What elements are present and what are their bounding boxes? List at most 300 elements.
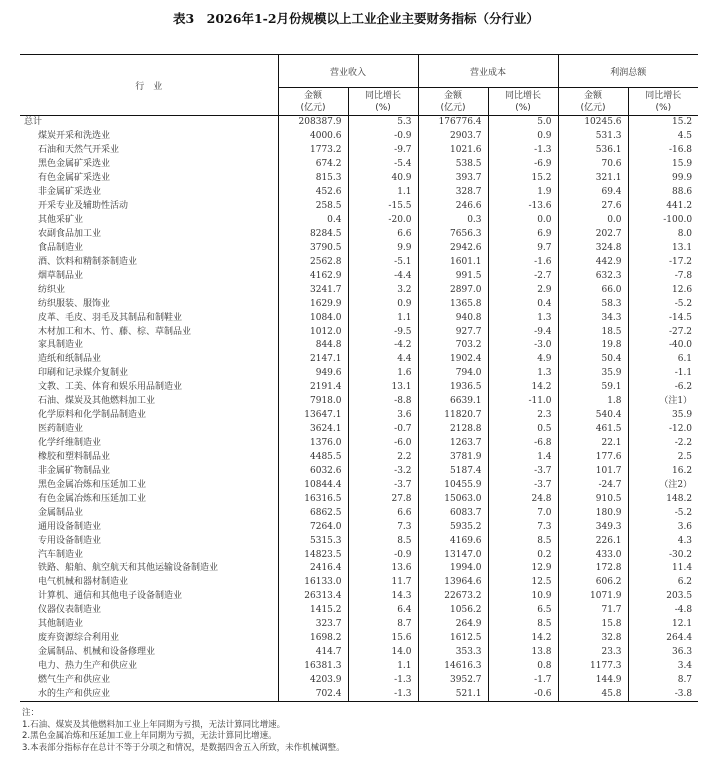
industry-name: 总计 [24,117,43,128]
financial-indicators-table [20,54,698,702]
cell-profit: 180.9 [558,506,628,520]
cell-cost-g: 15.2 [488,172,558,186]
cell-profit: 45.8 [558,687,628,701]
cell-rev-g: 8.5 [348,534,418,548]
cell-profit: 50.4 [558,353,628,367]
cell-cost: 1056.2 [418,604,488,618]
cell-cost-g: -0.6 [488,687,558,701]
cell-rev: 674.2 [278,158,348,172]
cell-rev-g: 2.2 [348,451,418,465]
cell-profit-g: 4.5 [628,130,698,144]
cell-rev-g: 1.1 [348,311,418,325]
cell-cost-g: -1.6 [488,255,558,269]
industry-name: 木材加工和木、竹、藤、棕、草制品业 [38,326,192,337]
cell-rev-g: 11.7 [348,576,418,590]
cell-cost-g: 6.5 [488,604,558,618]
cell-cost-g: 9.7 [488,241,558,255]
cell-rev-g: 1.6 [348,367,418,381]
cell-profit: 1071.9 [558,590,628,604]
cell-profit-g: 15.2 [628,116,698,130]
table-row [20,172,698,186]
footnote-3: 3.本表部分指标存在总计不等于分项之和情况，是数据四舍五入所致，未作机械调整。 [22,742,345,753]
table-row [20,590,698,604]
cell-profit: 23.3 [558,646,628,660]
cell-cost-g: -6.8 [488,437,558,451]
cell-rev-g: 14.3 [348,590,418,604]
cell-profit-g: 15.9 [628,158,698,172]
cell-cost-g: -2.7 [488,269,558,283]
cell-cost: 2897.0 [418,283,488,297]
cell-rev-g: 4.4 [348,353,418,367]
cell-cost: 264.9 [418,618,488,632]
cell-profit: 58.3 [558,297,628,311]
cell-rev: 3624.1 [278,423,348,437]
cell-profit: 172.8 [558,562,628,576]
cell-profit: 59.1 [558,381,628,395]
industry-name: 皮革、毛皮、羽毛及其制品和制鞋业 [38,312,183,323]
industry-name: 燃气生产和供应业 [38,674,111,685]
header-line: 同比增长 [365,90,402,101]
cell-profit-g: 36.3 [628,646,698,660]
cell-cost: 13964.6 [418,576,488,590]
cell-cost-g: 7.0 [488,506,558,520]
cell-rev: 1698.2 [278,632,348,646]
cell-profit-g: 3.4 [628,660,698,674]
cell-profit: 32.8 [558,632,628,646]
cell-rev-g: 1.1 [348,660,418,674]
cell-profit-g: 8.7 [628,674,698,688]
cell-cost-g: 8.5 [488,534,558,548]
cell-profit-g: 12.6 [628,283,698,297]
cell-profit-g: 203.5 [628,590,698,604]
cell-cost-g: 14.2 [488,381,558,395]
cell-profit-g: -5.2 [628,506,698,520]
cell-rev: 6862.5 [278,506,348,520]
cell-rev: 3241.7 [278,283,348,297]
cell-rev: 1773.2 [278,144,348,158]
cell-profit: 531.3 [558,130,628,144]
cell-rev: 26313.4 [278,590,348,604]
cell-cost-g: -11.0 [488,395,558,409]
cell-cost: 1365.8 [418,297,488,311]
cell-rev: 0.4 [278,214,348,228]
cell-cost: 2942.6 [418,241,488,255]
industry-name: 文教、工美、体育和娱乐用品制造业 [38,382,183,393]
cell-profit-g: 99.9 [628,172,698,186]
table-row [20,409,698,423]
cell-cost: 22673.2 [418,590,488,604]
cell-rev: 5315.3 [278,534,348,548]
profit-amount-header [558,88,628,116]
cell-rev-g: -1.3 [348,687,418,701]
cell-rev: 702.4 [278,687,348,701]
cell-rev-g: -20.0 [348,214,418,228]
cost-amount-header [418,88,488,116]
cell-profit: 71.7 [558,604,628,618]
table-row [20,255,698,269]
industry-name: 通用设备制造业 [38,521,102,532]
header-line: 金额 [303,90,322,101]
cell-profit-g: （注2） [628,478,698,492]
table-row [20,297,698,311]
cell-cost: 940.8 [418,311,488,325]
table-row [20,687,698,701]
industry-name: 非金属矿采选业 [38,187,102,198]
header-unit: (亿元) [580,102,606,113]
cell-profit: 69.4 [558,186,628,200]
cell-rev-g: 3.2 [348,283,418,297]
cell-rev-g: -0.7 [348,423,418,437]
cell-profit-g: -12.0 [628,423,698,437]
cell-cost-g: -3.0 [488,339,558,353]
industry-name: 石油和天然气开采业 [38,145,120,156]
cell-profit: 18.5 [558,325,628,339]
industry-name: 农副食品加工业 [38,228,102,239]
cell-profit-g: -1.1 [628,367,698,381]
cell-profit: 910.5 [558,492,628,506]
revenue-amount-header [278,88,348,116]
cell-profit-g: -27.2 [628,325,698,339]
header-line: 同比增长 [645,90,682,101]
cell-cost-g: 2.9 [488,283,558,297]
cell-profit-g: -40.0 [628,339,698,353]
cell-profit: 226.1 [558,534,628,548]
table-row [20,451,698,465]
cell-cost: 7656.3 [418,228,488,242]
table-title: 表3 2026年1-2月份规模以上工业企业主要财务指标（分行业） [172,11,540,26]
table-row [20,381,698,395]
cell-cost-g: -1.7 [488,674,558,688]
cell-cost: 1021.6 [418,144,488,158]
cost-growth-header [488,88,558,116]
cell-cost: 0.3 [418,214,488,228]
cell-cost-g: 7.3 [488,520,558,534]
cell-profit: 0.0 [558,214,628,228]
cell-cost: 11820.7 [418,409,488,423]
cell-cost-g: 24.8 [488,492,558,506]
cell-profit-g: -5.2 [628,297,698,311]
header-unit: (亿元) [440,102,466,113]
cell-profit-g: 3.6 [628,520,698,534]
cell-profit-g: 88.6 [628,186,698,200]
cell-cost: 4169.6 [418,534,488,548]
industry-name: 石油、煤炭及其他燃料加工业 [38,396,156,407]
cell-cost: 14616.3 [418,660,488,674]
cell-profit-g: 6.2 [628,576,698,590]
cell-profit: 35.9 [558,367,628,381]
cell-rev: 815.3 [278,172,348,186]
cell-rev: 16381.3 [278,660,348,674]
industry-name: 电力、热力生产和供应业 [38,661,138,672]
table-row [20,269,698,283]
cell-rev: 4162.9 [278,269,348,283]
cell-cost: 15063.0 [418,492,488,506]
industry-name: 计算机、通信和其他电子设备制造业 [38,591,183,602]
cell-rev: 16133.0 [278,576,348,590]
cell-profit: 606.2 [558,576,628,590]
cell-profit-g: -3.8 [628,687,698,701]
cell-rev-g: -4.2 [348,339,418,353]
cell-rev: 323.7 [278,618,348,632]
cell-cost: 3952.7 [418,674,488,688]
cell-cost: 927.7 [418,325,488,339]
table-row [20,214,698,228]
cell-cost: 538.5 [418,158,488,172]
cell-rev-g: -5.1 [348,255,418,269]
cell-profit-g: 148.2 [628,492,698,506]
industry-name: 非金属矿物制品业 [38,465,111,476]
cell-profit: 632.3 [558,269,628,283]
cell-profit: 536.1 [558,144,628,158]
cell-profit-g: （注1） [628,395,698,409]
cell-profit-g: 35.9 [628,409,698,423]
cell-rev-g: -9.7 [348,144,418,158]
industry-name: 有色金属冶炼和压延加工业 [38,493,147,504]
cell-profit-g: -17.2 [628,255,698,269]
table-row [20,311,698,325]
cell-rev: 1415.2 [278,604,348,618]
cell-rev: 13647.1 [278,409,348,423]
cell-profit: 324.8 [558,241,628,255]
cell-rev-g: -6.0 [348,437,418,451]
cell-rev-g: 15.6 [348,632,418,646]
cell-profit-g: 12.1 [628,618,698,632]
cell-rev: 414.7 [278,646,348,660]
cell-rev: 1012.0 [278,325,348,339]
table-row [20,158,698,172]
cell-rev-g: -9.5 [348,325,418,339]
header-unit: (%) [655,102,672,113]
cell-rev-g: 40.9 [348,172,418,186]
industry-name: 其他采矿业 [38,215,84,226]
table-row [20,395,698,409]
cell-profit: -24.7 [558,478,628,492]
cell-rev: 14823.5 [278,548,348,562]
cell-rev-g: 1.1 [348,186,418,200]
industry-name: 化学纤维制造业 [38,438,102,449]
cell-rev-g: 9.9 [348,241,418,255]
cell-cost: 176776.4 [418,116,488,130]
table-row [20,144,698,158]
cell-cost-g: 0.2 [488,548,558,562]
cell-cost: 2903.7 [418,130,488,144]
cell-rev-g: -8.8 [348,395,418,409]
cell-cost-g: 12.5 [488,576,558,590]
cell-cost-g: 5.0 [488,116,558,130]
cell-cost-g: 0.4 [488,297,558,311]
industry-name: 印刷和记录媒介复制业 [38,368,129,379]
cell-cost: 3781.9 [418,451,488,465]
cell-rev: 258.5 [278,200,348,214]
cell-cost-g: 1.3 [488,311,558,325]
industry-name: 水的生产和供应业 [20,687,278,701]
cell-cost-g: -3.7 [488,478,558,492]
cell-cost-g: 6.9 [488,228,558,242]
table-row [20,228,698,242]
industry-name: 烟草制品业 [38,270,84,281]
industry-name: 专用设备制造业 [38,535,102,546]
cell-rev-g: -1.3 [348,674,418,688]
cell-rev: 6032.6 [278,464,348,478]
cell-profit: 66.0 [558,283,628,297]
cell-cost-g: 2.3 [488,409,558,423]
cell-rev: 949.6 [278,367,348,381]
cell-profit: 540.4 [558,409,628,423]
industry-name: 化学原料和化学制品制造业 [38,410,147,421]
cell-rev: 3790.5 [278,241,348,255]
industry-name: 橡胶和塑料制品业 [38,451,111,462]
footnote-2: 2.黑色金属冶炼和压延加工业上年同期为亏损，无法计算同比增速。 [22,731,277,741]
cell-profit: 144.9 [558,674,628,688]
header-unit: (%) [375,102,391,113]
table-row [20,618,698,632]
cell-cost: 2128.8 [418,423,488,437]
cell-profit-g: 441.2 [628,200,698,214]
table-row [20,520,698,534]
industry-name: 造纸和纸制品业 [38,354,102,365]
cell-cost: 393.7 [418,172,488,186]
cell-profit: 70.6 [558,158,628,172]
cell-rev: 7264.0 [278,520,348,534]
cell-cost: 5935.2 [418,520,488,534]
industry-name: 家具制造业 [38,340,84,351]
table-row [20,325,698,339]
table-row [20,674,698,688]
header-line: 同比增长 [505,90,542,101]
cell-profit: 34.3 [558,311,628,325]
cell-profit-g: -6.2 [628,381,698,395]
table-row [20,339,698,353]
cell-cost-g: -6.9 [488,158,558,172]
industry-name: 废弃资源综合利用业 [38,633,120,644]
cell-cost-g: 1.9 [488,186,558,200]
table-row [20,478,698,492]
industry-name: 仪器仪表制造业 [38,605,102,616]
cell-rev: 4203.9 [278,674,348,688]
table-row [20,506,698,520]
cell-profit: 202.7 [558,228,628,242]
cell-cost-g: 1.3 [488,367,558,381]
cell-profit: 461.5 [558,423,628,437]
cell-rev-g: -0.9 [348,548,418,562]
cell-profit: 1177.3 [558,660,628,674]
industry-name: 有色金属矿采选业 [38,173,111,184]
header-line: 金额 [444,90,463,101]
table-row [20,534,698,548]
industry-name: 电气机械和器材制造业 [38,577,129,588]
industry-name: 铁路、船舶、航空航天和其他运输设备制造业 [38,563,219,574]
cell-rev: 2562.8 [278,255,348,269]
cell-profit-g: -14.5 [628,311,698,325]
profit-group-header: 利润总额 [558,55,698,88]
cell-profit-g: 13.1 [628,241,698,255]
cell-profit-g: 2.5 [628,451,698,465]
cell-profit: 27.6 [558,200,628,214]
cell-rev-g: 6.6 [348,506,418,520]
cell-profit-g: -2.2 [628,437,698,451]
cell-cost: 1612.5 [418,632,488,646]
cell-profit-g: 264.4 [628,632,698,646]
table-row [20,283,698,297]
cell-cost-g: 14.2 [488,632,558,646]
cell-rev-g: -4.4 [348,269,418,283]
industry-name: 食品制造业 [38,242,84,253]
industry-name: 金属制品业 [38,507,84,518]
cost-group-header: 营业成本 [418,55,558,88]
cell-cost-g: 0.0 [488,214,558,228]
cell-rev-g: 6.6 [348,228,418,242]
cell-cost: 1601.1 [418,255,488,269]
industry-name: 黑色金属矿采选业 [38,159,111,170]
cell-profit: 10245.6 [558,116,628,130]
cell-cost: 246.6 [418,200,488,214]
profit-growth-header [628,88,698,116]
industry-name: 开采专业及辅助性活动 [38,201,129,212]
cell-rev: 10844.4 [278,478,348,492]
cell-profit: 321.1 [558,172,628,186]
table-row [20,604,698,618]
cell-rev-g: -5.4 [348,158,418,172]
cell-cost: 1994.0 [418,562,488,576]
industry-name: 其他制造业 [38,619,84,630]
cell-profit-g: -16.8 [628,144,698,158]
cell-cost-g: -1.3 [488,144,558,158]
cell-profit-g: 11.4 [628,562,698,576]
table-row [20,492,698,506]
table-row [20,200,698,214]
cell-rev-g: 13.1 [348,381,418,395]
table-row [20,241,698,255]
cell-rev: 844.8 [278,339,348,353]
table-row [20,353,698,367]
cell-cost-g: 4.9 [488,353,558,367]
header-unit: (亿元) [300,102,326,113]
cell-cost: 13147.0 [418,548,488,562]
cell-cost-g: -9.4 [488,325,558,339]
cell-profit: 177.6 [558,451,628,465]
industry-name: 纺织服装、服饰业 [38,298,111,309]
cell-cost-g: 1.4 [488,451,558,465]
cell-cost-g: -13.6 [488,200,558,214]
cell-profit-g: -4.8 [628,604,698,618]
footnotes [22,708,345,754]
cell-rev-g: -3.2 [348,464,418,478]
table-row [20,423,698,437]
industry-name: 医药制造业 [38,424,84,435]
table-row [20,632,698,646]
cell-cost: 1936.5 [418,381,488,395]
cell-profit-g: 6.1 [628,353,698,367]
cell-rev: 2191.4 [278,381,348,395]
cell-rev-g: 7.3 [348,520,418,534]
cell-cost-g: 12.9 [488,562,558,576]
table-row [20,186,698,200]
cell-profit-g: 4.3 [628,534,698,548]
cell-rev-g: 0.9 [348,297,418,311]
revenue-growth-header [348,88,418,116]
cell-rev-g: -15.5 [348,200,418,214]
industry-name: 纺织业 [38,284,66,295]
industry-name: 金属制品、机械和设备修理业 [38,647,156,658]
cell-profit: 22.1 [558,437,628,451]
cell-rev-g: 13.6 [348,562,418,576]
cell-profit: 19.8 [558,339,628,353]
cell-cost: 521.1 [418,687,488,701]
cell-cost: 328.7 [418,186,488,200]
cell-rev: 2147.1 [278,353,348,367]
cell-rev: 4000.6 [278,130,348,144]
table-row-total [20,116,698,130]
